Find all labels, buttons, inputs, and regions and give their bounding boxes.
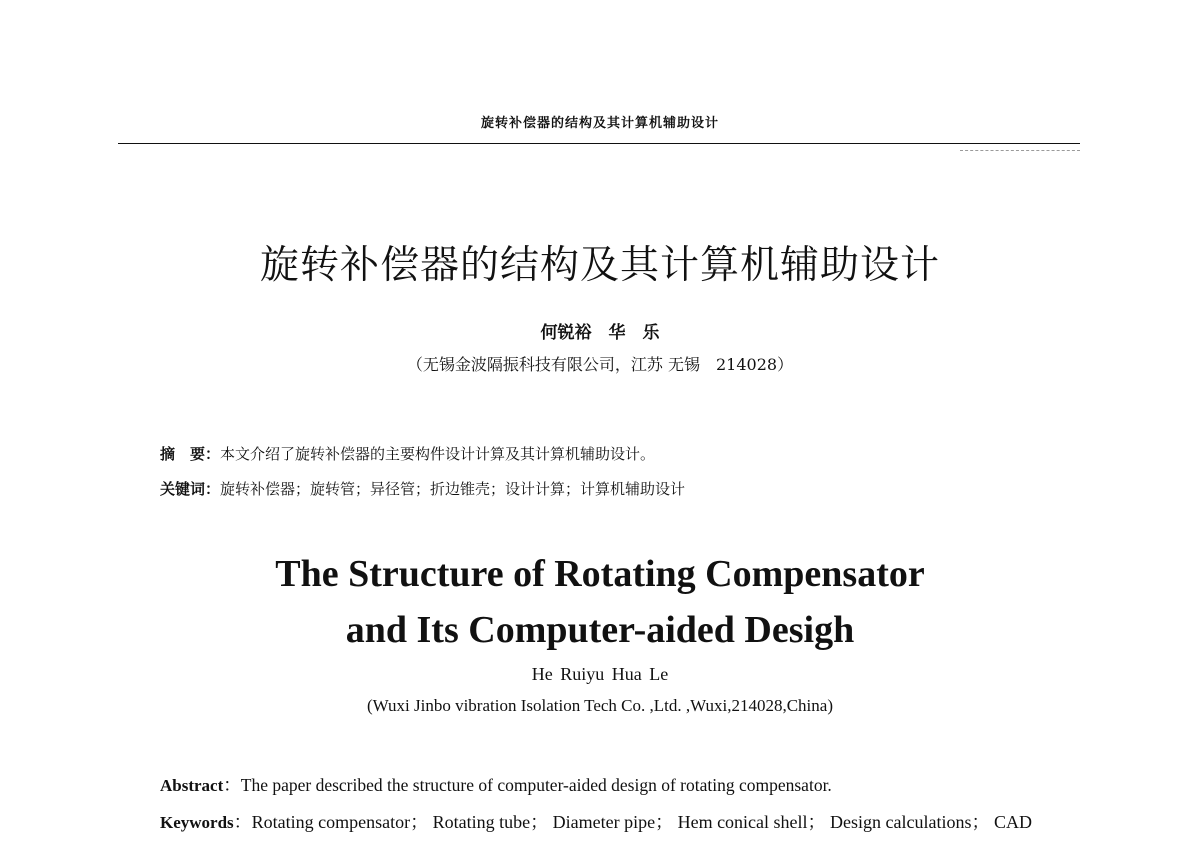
english-keywords-text: Rotating compensator； Rotating tube； Diameter pipe； Hem conical shell； Design calculations； CAD (251, 812, 1032, 832)
header-rule-faint (960, 150, 1080, 151)
running-header: 旋转补偿器的结构及其计算机辅助设计 (480, 116, 719, 131)
english-keywords-label: Keywords (160, 813, 234, 832)
chinese-abstract-text: 本文介绍了旋转补偿器的主要构件设计计算及其计算机辅助设计。 (220, 445, 656, 463)
english-abstract-label: Abstract (160, 776, 224, 795)
english-affiliation: (Wuxi Jinbo vibration Isolation Tech Co. ,Ltd. ,Wuxi,214028,China) (367, 696, 833, 715)
english-abstract (160, 772, 1080, 797)
english-authors: He Ruiyu Hua Le (531, 664, 669, 684)
header-rule (118, 143, 1080, 144)
chinese-keywords (160, 478, 685, 499)
chinese-keywords-text: 旋转补偿器；旋转管；异径管；折边锥壳；设计计算；计算机辅助设计 (220, 480, 686, 498)
chinese-abstract-label: 摘 要： (160, 445, 221, 463)
english-title-line-2: and Its Computer-aided Desigh (345, 609, 855, 651)
english-abstract-separator: ： (223, 775, 241, 795)
english-abstract-text: The paper described the structure of computer-aided design of rotating compensator. (240, 775, 832, 795)
english-keywords (118, 806, 1080, 839)
chinese-affiliation: （无锡金波隔振科技有限公司，江苏 无锡 214028） (406, 355, 794, 374)
english-keywords-separator: ： (233, 812, 252, 832)
chinese-authors: 何锐裕 华 乐 (540, 323, 660, 343)
chinese-abstract (160, 443, 655, 464)
chinese-keywords-label: 关键词： (160, 480, 221, 498)
chinese-title: 旋转补偿器的结构及其计算机辅助设计 (259, 243, 940, 288)
english-title-line-1: The Structure of Rotating Compensator (275, 553, 925, 595)
